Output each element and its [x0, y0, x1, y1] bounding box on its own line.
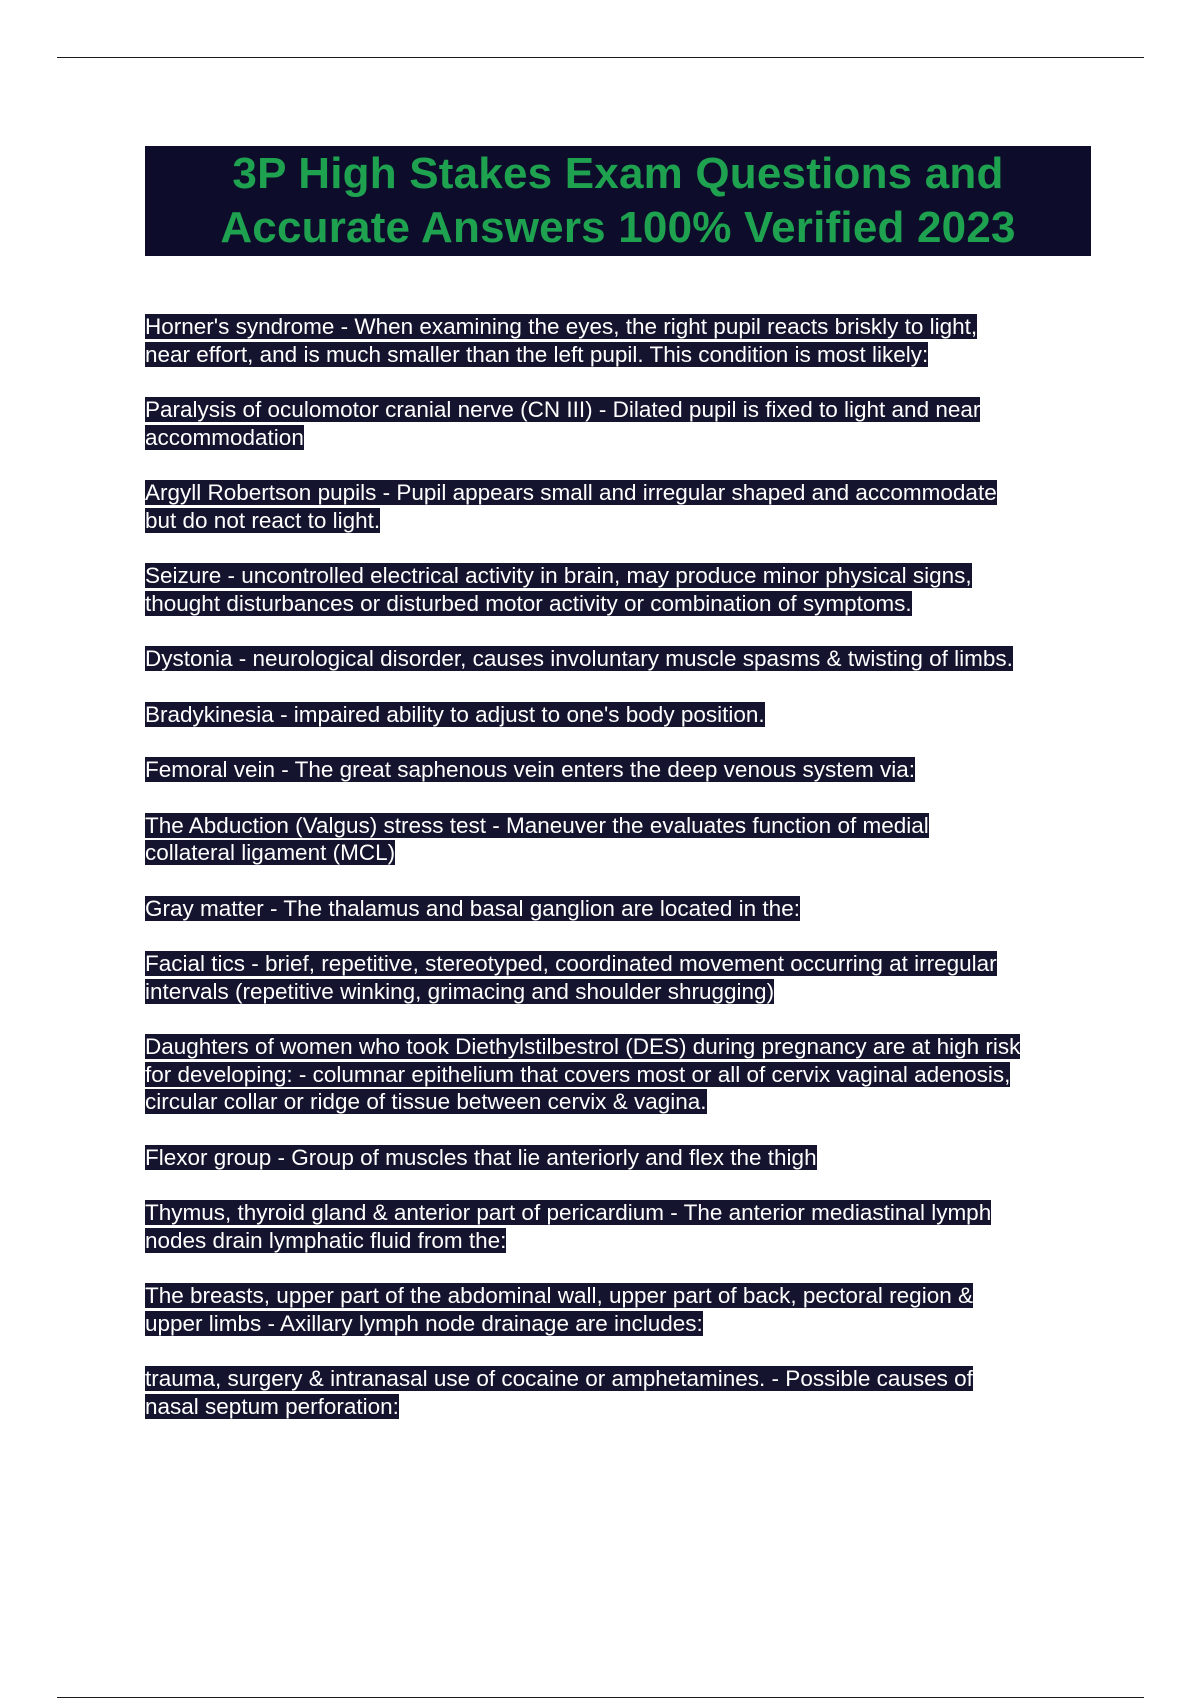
document-title-line-2: Accurate Answers 100% Verified 2023 [220, 203, 1016, 252]
qa-entry-text: accommodation [145, 424, 304, 450]
qa-entry [145, 1199, 1095, 1254]
qa-entry [145, 895, 1095, 923]
qa-entry [145, 1033, 1095, 1116]
qa-entry-text: Thymus, thyroid gland & anterior part of pericardium - The anterior mediastinal lymph [145, 1200, 992, 1225]
qa-entry-text: Horner's syndrome - When examining the eyes, the right pupil reacts briskly to light, [145, 314, 978, 339]
qa-entry [145, 645, 1095, 673]
qa-entry-text: but do not react to light. [145, 507, 381, 533]
qa-entry [145, 479, 1095, 534]
qa-entry-text: Gray matter - The thalamus and basal ganglion are located in the: [145, 895, 800, 921]
qa-entry-text: Bradykinesia - impaired ability to adjust to one's body position. [145, 701, 765, 727]
qa-entry [145, 1144, 1095, 1172]
bottom-divider [57, 1697, 1144, 1698]
qa-entry-text: Dystonia - neurological disorder, causes involuntary muscle spasms & twisting of limbs. [145, 646, 1013, 671]
qa-entry-text: The Abduction (Valgus) stress test - Maneuver the evaluates function of medial [145, 812, 929, 838]
qa-entry-text: Paralysis of oculomotor cranial nerve (CN III) - Dilated pupil is fixed to light and near [145, 397, 981, 422]
qa-entry [145, 396, 1095, 451]
qa-entry-text: Femoral vein - The great saphenous vein enters the deep venous system via: [145, 757, 916, 782]
qa-entry-text: Facial tics - brief, repetitive, stereotyped, coordinated movement occurring at irregular [145, 951, 997, 976]
qa-entry-text: Flexor group - Group of muscles that lie anteriorly and flex the thigh [145, 1144, 817, 1170]
qa-entry [145, 1365, 1095, 1420]
qa-entry-text: The breasts, upper part of the abdominal wall, upper part of back, pectoral region & [145, 1283, 973, 1308]
qa-entry-text: upper limbs - Axillary lymph node drainage are includes: [145, 1310, 703, 1336]
qa-entry [145, 562, 1095, 617]
top-divider [57, 57, 1144, 58]
qa-entry-text: Argyll Robertson pupils - Pupil appears small and irregular shaped and accommodate [145, 480, 997, 505]
qa-entry [145, 313, 1095, 368]
qa-entry-text: intervals (repetitive winking, grimacing and shoulder shrugging) [145, 978, 775, 1004]
qa-entry-text: nodes drain lymphatic fluid from the: [145, 1227, 507, 1253]
qa-entry-text: Daughters of women who took Diethylstilbestrol (DES) during pregnancy are at high risk [145, 1034, 1021, 1059]
qa-entry [145, 950, 1095, 1005]
qa-entry-text: trauma, surgery & intranasal use of cocaine or amphetamines. - Possible causes of [145, 1366, 973, 1391]
qa-entry [145, 756, 1095, 784]
document-title-line-1: 3P High Stakes Exam Questions and [232, 149, 1004, 198]
qa-entry-text: near effort, and is much smaller than the left pupil. This condition is most likely: [145, 341, 929, 367]
qa-entry-text: thought disturbances or disturbed motor activity or combination of symptoms. [145, 590, 912, 616]
qa-entry-text: Seizure - uncontrolled electrical activity in brain, may produce minor physical signs, [145, 563, 972, 588]
qa-entry-text: circular collar or ridge of tissue between cervix & vagina. [145, 1089, 707, 1114]
qa-entry [145, 701, 1095, 729]
qa-entry-text: collateral ligament (MCL) [145, 840, 396, 865]
qa-entry [145, 812, 1095, 867]
qa-list [145, 313, 1095, 1448]
qa-entry-text: nasal septum perforation: [145, 1393, 399, 1419]
document-title-banner [145, 146, 1091, 256]
qa-entry [145, 1282, 1095, 1337]
qa-entry-text: for developing: - columnar epithelium that covers most or all of cervix vaginal adenosis, [145, 1061, 1011, 1087]
